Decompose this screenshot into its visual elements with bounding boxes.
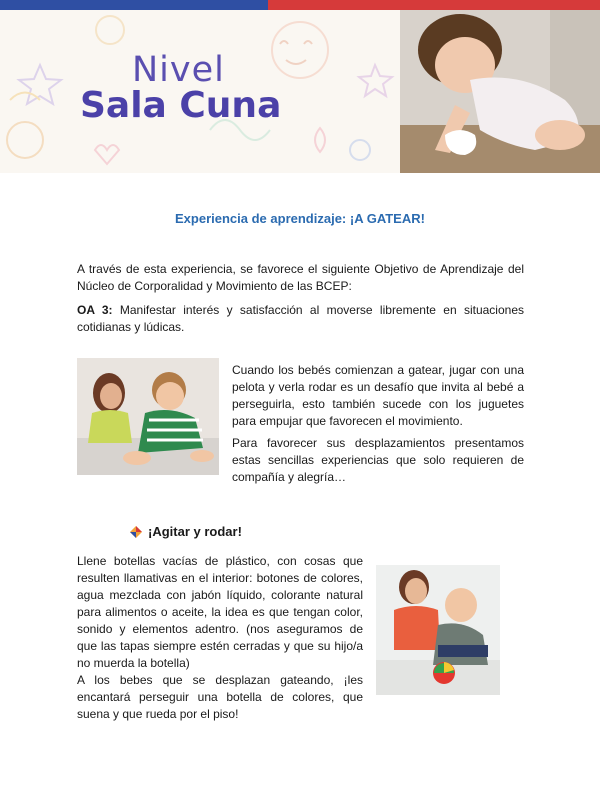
diamond-bullet-icon	[130, 526, 142, 538]
mother-and-baby-photo	[77, 358, 219, 475]
subheading-text: ¡Agitar y rodar!	[148, 524, 242, 539]
top-bar-red	[268, 0, 600, 10]
crawling-paragraph: Cuando los bebés comienzan a gatear, jugar con una pelota y verla rodar es un desafío que invita al bebé a perseguirla, esto también sucede con los juguetes para empujar que favorecen el movimiento.	[232, 363, 524, 428]
objective-text: Manifestar interés y satisfacción al moverse libremente en situaciones cotidianas y lúdicas.	[77, 303, 524, 334]
experience-heading: Experiencia de aprendizaje: ¡A GATEAR!	[175, 211, 425, 226]
bottles-paragraph: Llene botellas vacías de plástico, con cosas que resulten llamativas en el interior: botones de colores, agua mezclada con jabón líquido, colorante natural para alimentos o aceite, la idea es que tengan color, sonido y elementos adentro. (nos aseguramos de que las tapas siempre estén cerradas y que su hijo/a no muerda la botella)	[77, 554, 363, 670]
favor-paragraph: Para favorecer sus desplazamientos presentamos estas sencillas experiencias que solo requieren de compañía y alegría…	[232, 436, 524, 484]
crawlers-paragraph: A los bebes que se desplazan gateando, ¡les encantará perseguir una botella de colores, que suena y que rueda por el piso!	[77, 673, 363, 721]
baby-with-ball-photo	[376, 565, 500, 695]
objective-paragraph	[77, 302, 524, 336]
top-color-bar	[0, 0, 600, 10]
header-banner	[0, 10, 600, 173]
banner-title-sala-cuna: Sala Cuna	[80, 85, 282, 126]
intro-paragraph: A través de esta experiencia, se favorece el siguiente Objetivo de Aprendizaje del Núcleo de Corporalidad y Movimiento de las BCEP:	[77, 262, 524, 293]
top-bar-blue	[0, 0, 268, 10]
subheading	[130, 524, 242, 539]
baby-crawling-photo	[400, 10, 600, 173]
banner-title-level: Nivel	[132, 50, 225, 90]
objective-label: OA 3:	[77, 303, 113, 317]
